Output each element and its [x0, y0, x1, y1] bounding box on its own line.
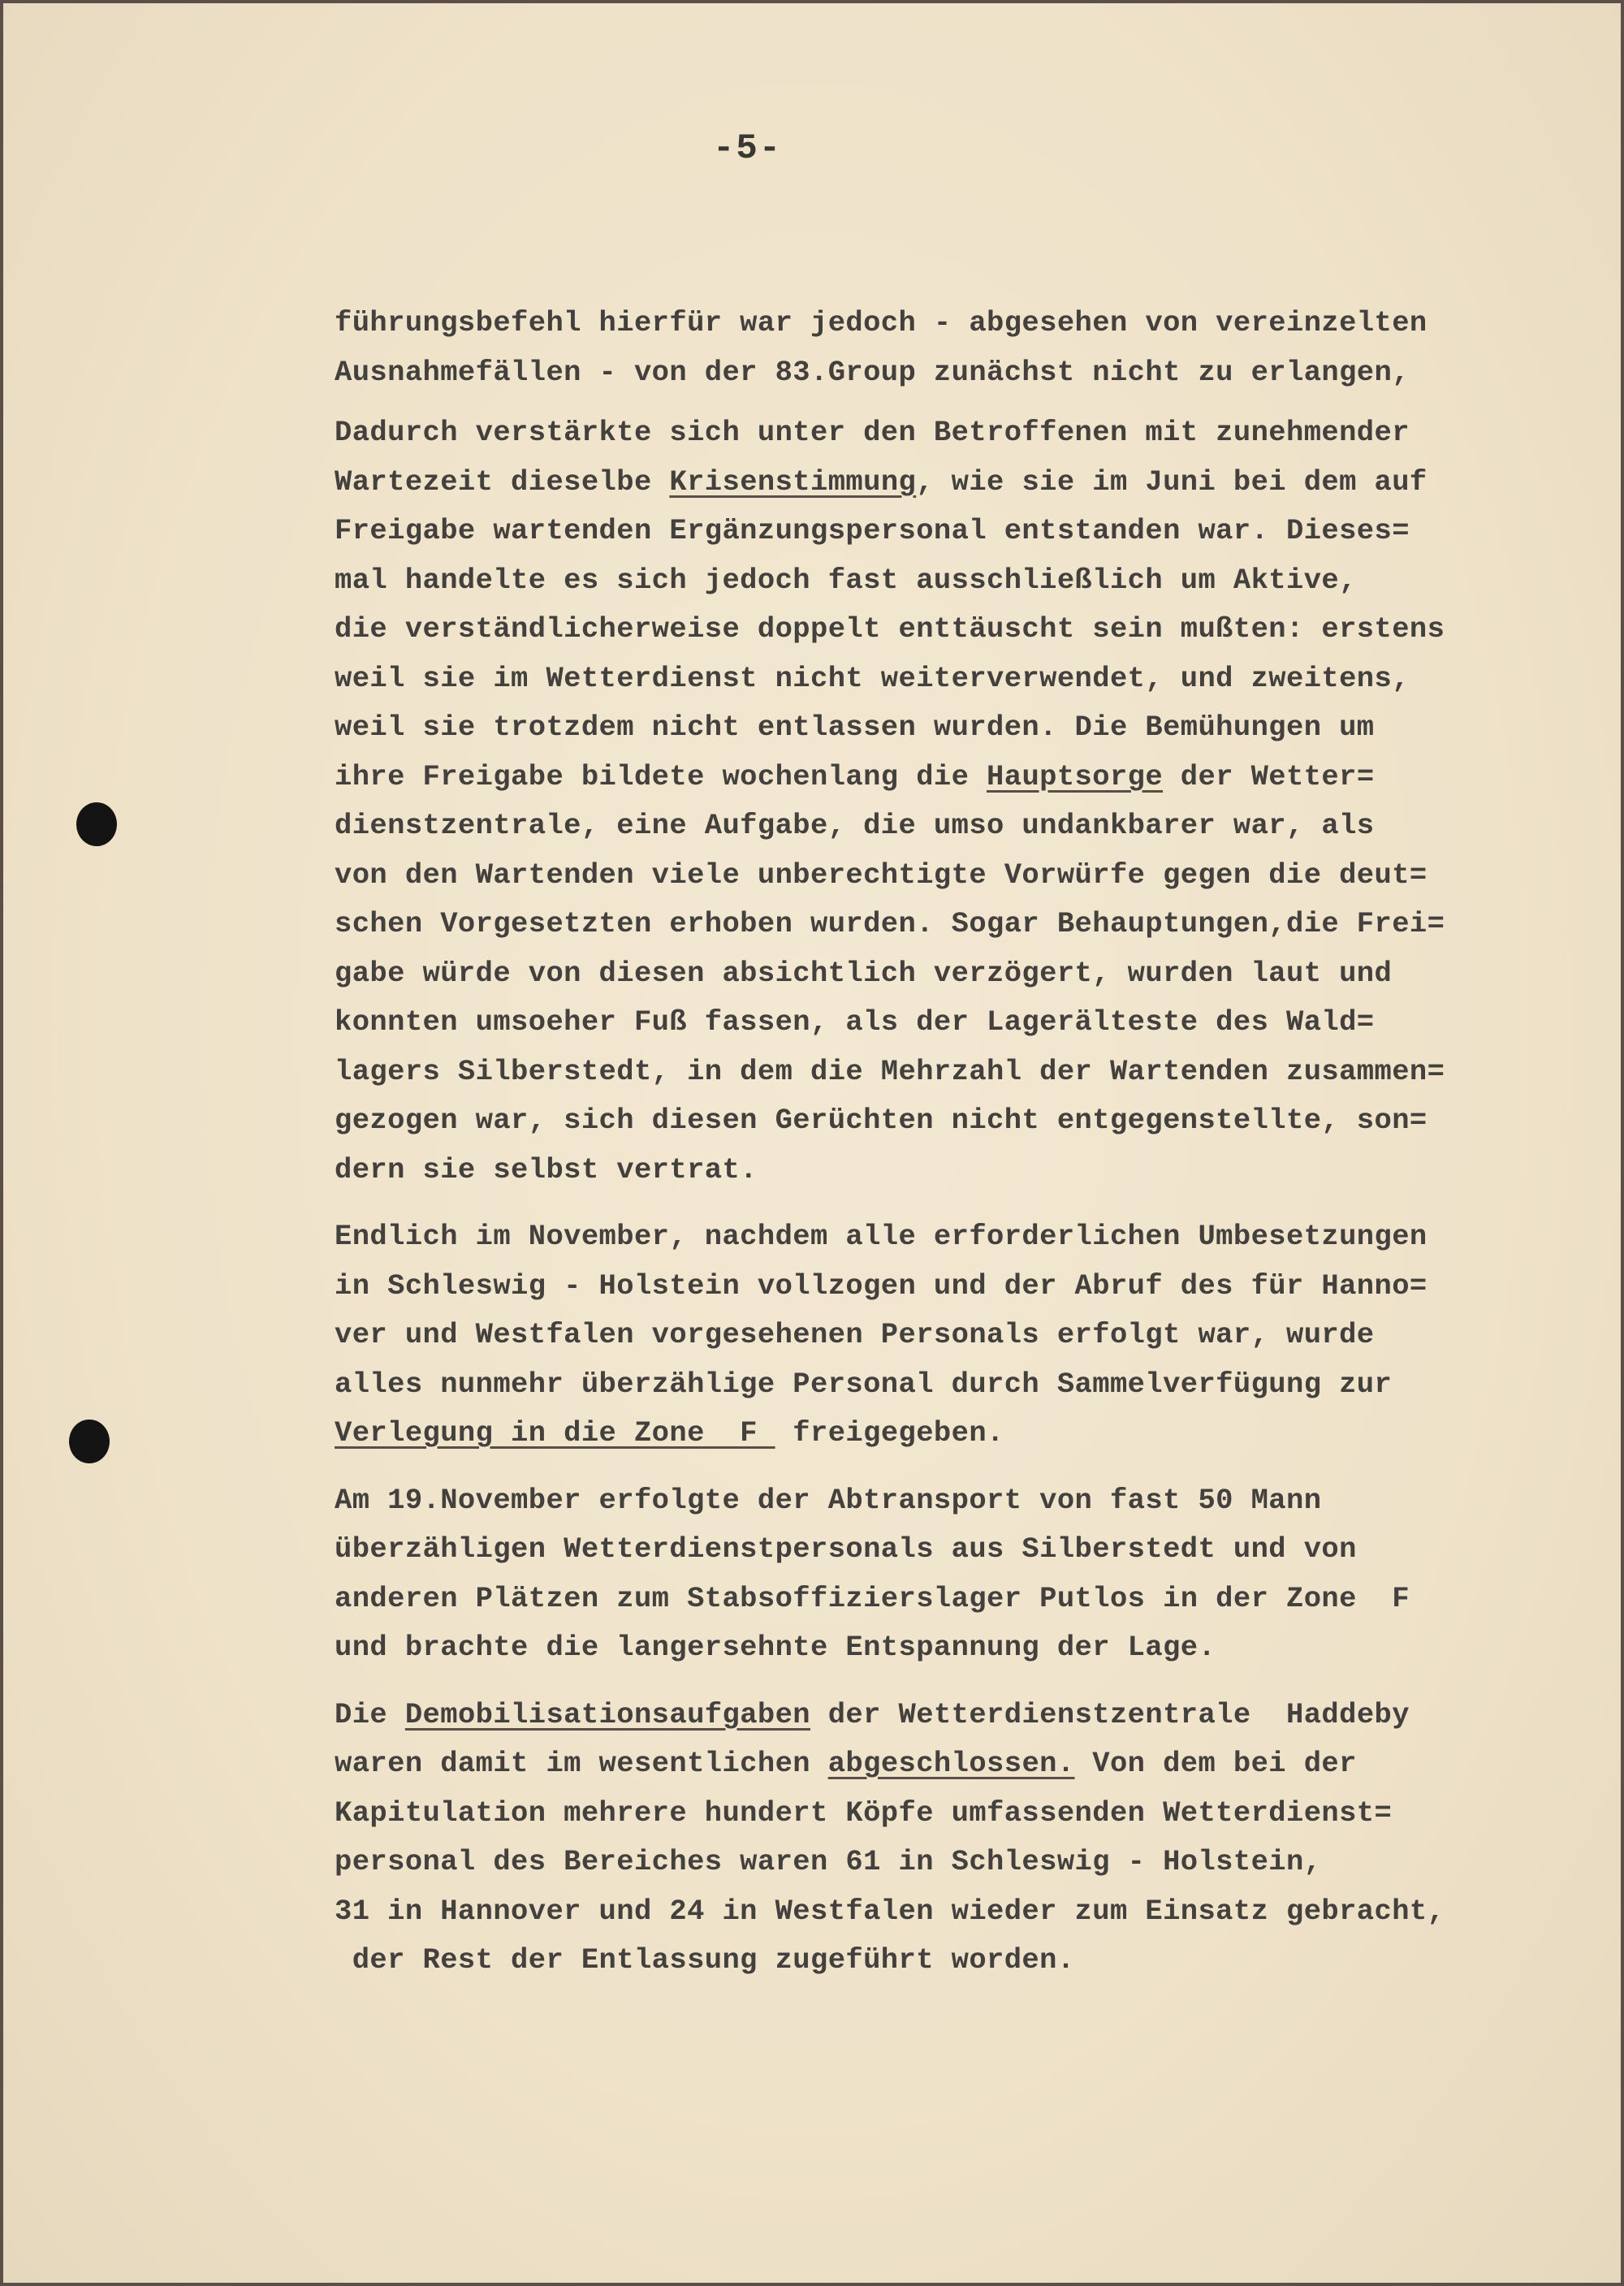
paragraph-gap: [335, 1673, 1601, 1691]
text-line: [335, 655, 1601, 704]
text-line: [335, 1311, 1601, 1360]
text-line: [335, 1936, 1601, 1986]
text-run: mal handelte es sich jedoch fast ausschließlich um Aktive,: [335, 563, 1357, 597]
text-line: [335, 1623, 1601, 1673]
text-line: [335, 802, 1601, 851]
text-run: dienstzentrale, eine Aufgabe, die umso undankbarer war, als: [335, 809, 1375, 842]
text-line: [335, 900, 1601, 949]
text-line: [335, 1212, 1601, 1262]
text-run: Ausnahmefällen - von der 83.Group zunächst nicht zu erlangen,: [335, 355, 1410, 389]
paragraph: [335, 1476, 1601, 1673]
paragraph: [335, 408, 1601, 1195]
punch-hole-lower: [69, 1420, 110, 1463]
text-run: der Wetterdienstzentrale Haddeby: [810, 1697, 1410, 1731]
text-run: konnten umsoeher Fuß fassen, als der Lagerälteste des Wald=: [335, 1005, 1375, 1039]
underlined-text: Demobilisationsaufgaben: [404, 1697, 811, 1731]
text-run: weil sie trotzdem nicht entlassen wurden. Die Bemühungen um: [335, 711, 1375, 744]
text-line: [335, 556, 1601, 606]
text-run: 31 in Hannover und 24 in Westfalen wieder zum Einsatz gebracht,: [335, 1894, 1445, 1928]
text-run: dern sie selbst vertrat.: [335, 1152, 758, 1186]
text-run: personal des Bereiches waren 61 in Schleswig - Holstein,: [335, 1845, 1322, 1878]
paragraph-gap: [335, 1195, 1601, 1212]
text-run: führungsbefehl hierfür war jedoch - abgesehen von vereinzelten: [335, 306, 1427, 339]
text-run: Wartezeit dieselbe: [335, 465, 670, 499]
text-line: [335, 851, 1601, 901]
text-line: [335, 458, 1601, 508]
text-line: [335, 1838, 1601, 1887]
text-run: anderen Plätzen zum Stabsoffizierslager Putlos in der Zone F: [335, 1581, 1410, 1615]
body-text: [335, 299, 1601, 1986]
text-run: in Schleswig - Holstein vollzogen und der Abruf des für Hanno=: [335, 1268, 1427, 1303]
text-line: [335, 998, 1601, 1048]
text-line: [335, 1887, 1601, 1937]
text-run: waren damit im wesentlichen: [335, 1747, 828, 1780]
text-line: [335, 1048, 1601, 1097]
text-run: freigegeben.: [775, 1416, 1004, 1450]
text-run: Am 19.November erfolgte der Abtransport von fast 50 Mann: [335, 1483, 1322, 1517]
text-line: [335, 1789, 1601, 1839]
underlined-text: abgeschlossen.: [827, 1747, 1075, 1780]
text-run: die verständlicherweise doppelt enttäuscht sein mußten: erstens: [335, 612, 1445, 646]
text-line: [335, 1146, 1601, 1195]
text-line: [335, 1739, 1601, 1789]
text-run: lagers Silberstedt, in dem die Mehrzahl der Wartenden zusammen=: [335, 1054, 1445, 1088]
text-run: Freigabe wartenden Ergänzungspersonal entstanden war. Dieses=: [335, 514, 1410, 547]
text-line: [335, 949, 1601, 999]
text-line: [335, 1409, 1601, 1458]
text-run: überzähligen Wetterdienstpersonals aus Silberstedt und von: [335, 1532, 1357, 1566]
text-run: ihre Freigabe bildete wochenlang die: [335, 759, 987, 793]
text-line: [335, 1575, 1601, 1624]
punch-hole-upper: [76, 802, 117, 846]
text-line: [335, 703, 1601, 753]
text-run: gezogen war, sich diesen Gerüchten nicht entgegenstellte, son=: [335, 1104, 1427, 1137]
paragraph: [335, 299, 1601, 397]
text-run: der Rest der Entlassung zugeführt worden.: [335, 1943, 1075, 1977]
text-run: schen Vorgesetzten erhoben wurden. Sogar Behauptungen,die Frei=: [335, 907, 1445, 940]
text-line: [335, 507, 1601, 556]
underlined-text: Hauptsorge: [987, 759, 1164, 793]
paragraph: [335, 1212, 1601, 1458]
text-line: [335, 1691, 1601, 1740]
text-line: [335, 1525, 1601, 1575]
paragraph: [335, 1691, 1601, 1986]
text-run: und brachte die langersehnte Entspannung der Lage.: [335, 1631, 1216, 1664]
text-run: Die: [335, 1697, 405, 1731]
text-line: [335, 1360, 1601, 1410]
underlined-text: Krisenstimmung: [669, 465, 917, 499]
text-line: [335, 1476, 1601, 1526]
text-run: alles nunmehr überzählige Personal durch Sammelverfügung zur: [335, 1367, 1393, 1401]
text-run: gabe würde von diesen absichtlich verzögert, wurden laut und: [335, 956, 1393, 990]
text-run: der Wetter=: [1163, 759, 1375, 793]
text-line: [335, 348, 1601, 398]
page-number: -5-: [713, 128, 783, 169]
text-line: [335, 408, 1601, 458]
text-run: ver und Westfalen vorgesehenen Personals erfolgt war, wurde: [335, 1318, 1375, 1351]
paragraph-gap: [335, 1458, 1601, 1476]
paragraph-gap: [335, 397, 1601, 408]
text-run: von den Wartenden viele unberechtigte Vorwürfe gegen die deut=: [335, 858, 1427, 892]
text-line: [335, 299, 1601, 348]
text-run: Dadurch verstärkte sich unter den Betroffenen mit zunehmender: [335, 416, 1410, 449]
text-run: Von dem bei der: [1074, 1747, 1357, 1780]
underlined-text: Verlegung in die Zone F: [335, 1416, 775, 1450]
text-run: Endlich im November, nachdem alle erforderlichen Umbesetzungen: [335, 1220, 1427, 1253]
text-line: [335, 1096, 1601, 1146]
text-line: [335, 605, 1601, 655]
text-run: weil sie im Wetterdienst nicht weiterverwendet, und zweitens,: [335, 661, 1410, 695]
text-line: [335, 753, 1601, 802]
text-run: Kapitulation mehrere hundert Köpfe umfassenden Wetterdienst=: [335, 1796, 1393, 1830]
text-line: [335, 1262, 1601, 1312]
text-run: , wie sie im Juni bei dem auf: [916, 465, 1427, 499]
